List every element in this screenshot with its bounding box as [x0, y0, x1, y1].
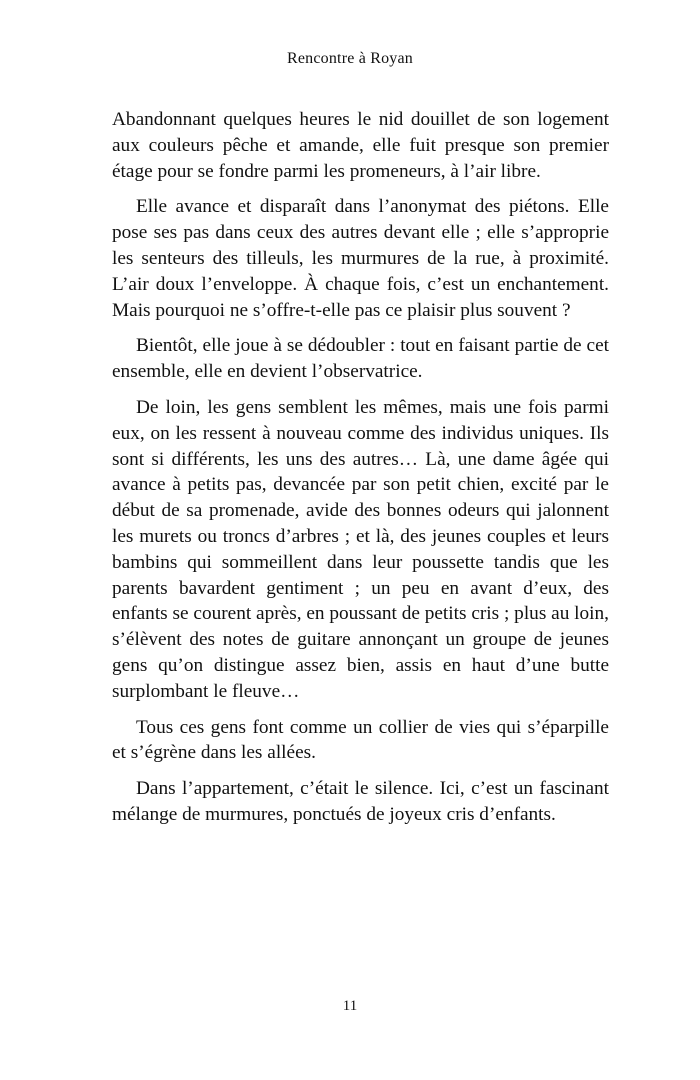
paragraph: De loin, les gens semblent les mêmes, mais une fois parmi eux, on les ressent à nouveau comme des individus uniques. Ils sont si différents, les uns des autres… Là, une dame âgée qui avance à petits pas, devancée par son petit chien, excité par le début de sa promenade, avide des bonnes odeurs qui jalonnent les murets ou troncs d’arbres ; et là, des jeunes couples et leurs bambins qui sommeillent dans leur poussette tandis que les parents bavardent gentiment ; un peu en avant d’eux, des enfants se courent après, en poussant de petits cris ; plus au loin, s’élèvent des notes de guitare annonçant un groupe de jeunes gens qu’on distingue assez bien, assis en haut d’une butte surplombant le fleuve…: [112, 396, 609, 702]
paragraph: Tous ces gens font comme un collier de vies qui s’éparpille et s’égrène dans les allées.: [112, 716, 609, 764]
page-body: [112, 107, 609, 838]
paragraph: Elle avance et disparaît dans l’anonymat des piétons. Elle pose ses pas dans ceux des autres devant elle ; elle s’approprie les senteurs des tilleuls, les murmures de la rue, à proximité. L’air doux l’enveloppe. À chaque fois, c’est un enchantement. Mais pourquoi ne s’offre-t-elle pas ce plaisir plus souvent ?: [112, 196, 609, 321]
paragraph: Bientôt, elle joue à se dédoubler : tout en faisant partie de cet ensemble, elle en devient l’observatrice.: [112, 335, 609, 383]
paragraph: Dans l’appartement, c’était le silence. Ici, c’est un fascinant mélange de murmures, ponctués de joyeux cris d’enfants.: [112, 778, 609, 825]
running-header: Rencontre à Royan: [286, 50, 414, 67]
paragraph: Abandonnant quelques heures le nid douillet de son logement aux couleurs pêche et amande, elle fuit presque son premier étage pour se fondre parmi les promeneurs, à l’air libre.: [112, 109, 609, 182]
page-number: 11: [342, 998, 358, 1014]
